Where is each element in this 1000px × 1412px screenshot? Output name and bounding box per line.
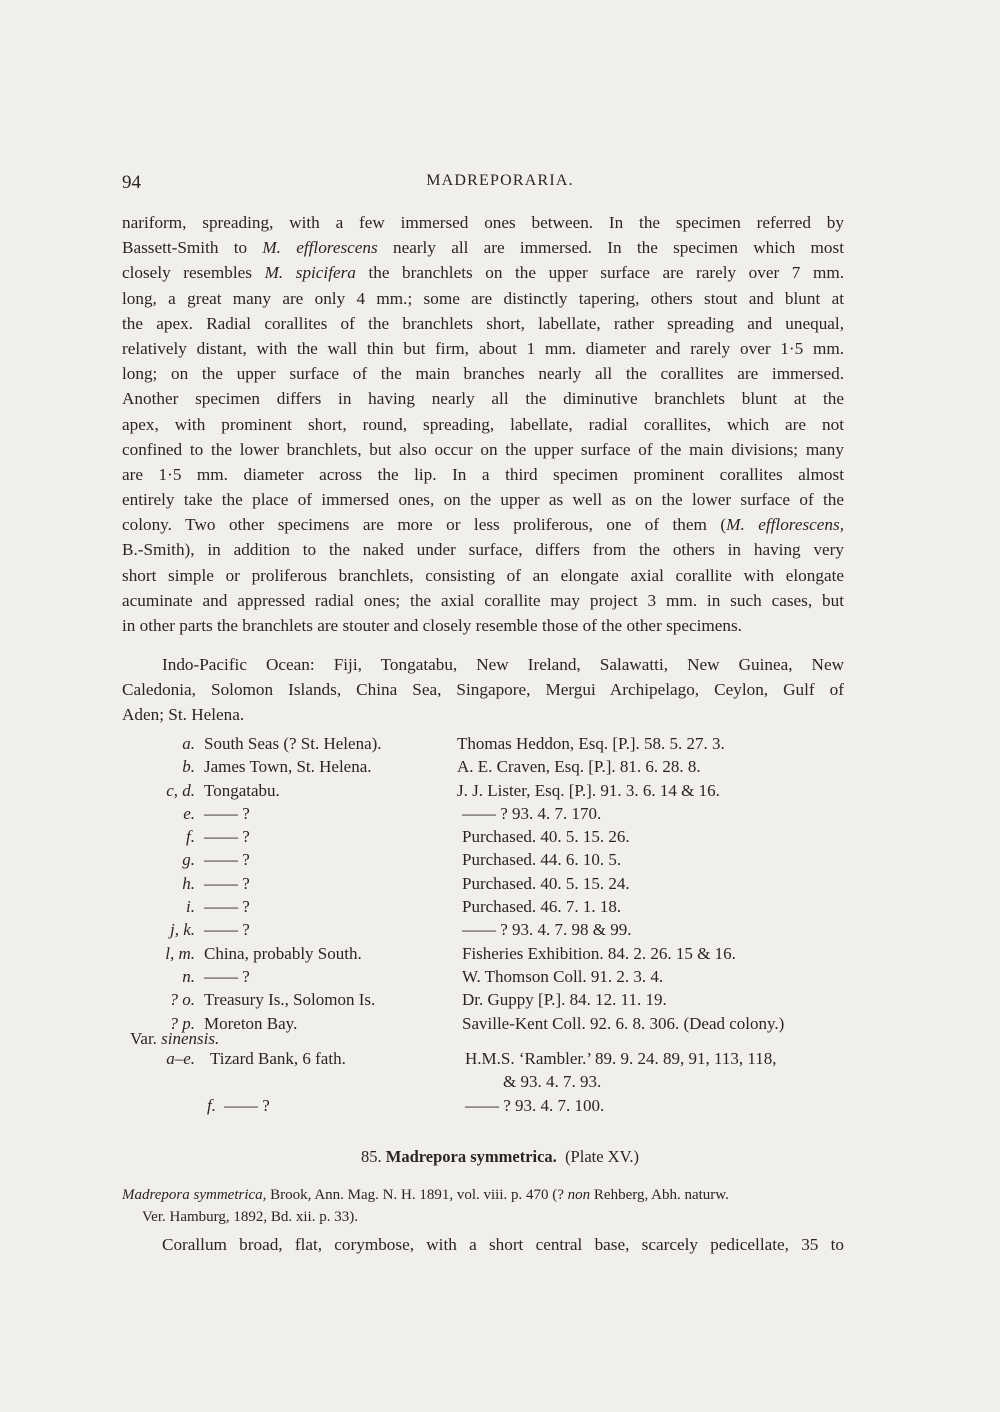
- specimen-row: [0, 781, 1000, 804]
- paragraph-line: relatively distant, with the wall thin but firm, about 1 mm. diameter and rarely over 1·5 mm.: [122, 338, 844, 358]
- specimen-source: Purchased. 46. 7. 1. 18.: [462, 897, 622, 917]
- paragraph-line: the apex. Radial corallites of the branchlets short, labellate, rather spreading and unequal,: [122, 313, 844, 333]
- species-description-start: Corallum broad, flat, corymbose, with a short central base, scarcely pedicellate, 35 to: [162, 1235, 844, 1254]
- variety-row: [0, 1096, 1000, 1119]
- specimen-row: [0, 967, 1000, 990]
- paragraph-line: long; on the upper surface of the main branches nearly all the corallites are immersed.: [122, 364, 844, 384]
- variety-row: [0, 1049, 1000, 1072]
- paragraph-line: short simple or proliferous branchlets, consisting of an elongate axial corallite with elongate: [122, 565, 844, 585]
- specimen-letter: f.: [186, 827, 195, 847]
- paragraph-line: Another specimen differs in having nearly all the diminutive branchlets blunt at the: [122, 389, 844, 409]
- specimen-locality: Tongatabu.: [204, 780, 280, 800]
- specimen-letter: j, k.: [169, 920, 195, 940]
- paragraph-line: entirely take the place of immersed ones, on the upper as well as on the lower surface of the: [122, 490, 844, 510]
- specimen-locality: Treasury Is., Solomon Is.: [204, 990, 376, 1010]
- locality-line: Aden; St. Helena.: [122, 705, 245, 725]
- specimen-source: —— ? 93. 4. 7. 98 & 99.: [462, 920, 632, 940]
- specimen-letter: b.: [182, 757, 195, 777]
- specimen-locality: Tizard Bank, 6 fath.: [210, 1049, 346, 1068]
- locality-line: Caledonia, Solomon Islands, China Sea, Singapore, Mergui Archipelago, Ceylon, Gulf of: [122, 680, 844, 700]
- specimen-locality: —— ?: [204, 803, 250, 823]
- description-paragraph: [122, 210, 844, 638]
- specimen-source: Fisheries Exhibition. 84. 2. 26. 15 & 16.: [462, 943, 736, 963]
- species-heading: [0, 1147, 1000, 1167]
- specimen-source: Purchased. 44. 6. 10. 5.: [462, 850, 622, 870]
- specimen-row: [0, 944, 1000, 967]
- paragraph-line: are 1·5 mm. diameter across the lip. In a third specimen prominent corallites almost: [122, 464, 844, 484]
- specimen-source: A. E. Craven, Esq. [P.]. 81. 6. 28. 8.: [457, 757, 701, 777]
- specimen-row: [0, 757, 1000, 780]
- specimen-source: H.M.S. ‘Rambler.’ 89. 9. 24. 89, 91, 113, 118,: [465, 1049, 777, 1068]
- specimen-locality: —— ?: [204, 850, 250, 870]
- specimen-row: [0, 874, 1000, 897]
- paragraph-line: closely resembles M. spicifera the branchlets on the upper surface are rarely over 7 mm.: [122, 263, 844, 283]
- specimen-letter: n.: [182, 966, 195, 986]
- specimen-row: [0, 990, 1000, 1013]
- specimen-letter: a–e.: [166, 1049, 195, 1068]
- paragraph-line: in other parts the branchlets are stouter and closely resemble those of the other specimens.: [122, 616, 742, 635]
- specimen-row: [0, 827, 1000, 850]
- specimen-letter: i.: [186, 897, 195, 917]
- specimen-locality: —— ?: [204, 827, 250, 847]
- paragraph-line: confined to the lower branchlets, but also occur on the upper surface of the main divisions; many: [122, 439, 844, 459]
- variety-row-continuation: [0, 1072, 1000, 1095]
- specimen-row: [0, 920, 1000, 943]
- specimen-letter: e.: [183, 803, 195, 823]
- specimen-letter: h.: [182, 873, 195, 893]
- species-name: Madrepora symmetrica.: [385, 1147, 557, 1166]
- specimen-locality: —— ?: [224, 1096, 270, 1115]
- specimen-row: [0, 804, 1000, 827]
- specimen-row: [0, 897, 1000, 920]
- specimen-locality: Moreton Bay.: [204, 1013, 298, 1033]
- synonym-name: Madrepora symmetrica,: [122, 1187, 267, 1203]
- specimen-letter: a.: [182, 734, 195, 753]
- specimen-source: —— ? 93. 4. 7. 170.: [462, 803, 602, 823]
- locality-paragraph: [122, 652, 844, 728]
- paragraph-line: colony. Two other specimens are more or less proliferous, one of them (M. efflorescens,: [122, 515, 844, 535]
- variety-list: [0, 1049, 1000, 1096]
- paragraph-line: long, a great many are only 4 mm.; some are distinctly tapering, others stout and blunt at: [122, 288, 844, 308]
- specimen-source: Purchased. 40. 5. 15. 24.: [462, 873, 630, 893]
- running-title: MADREPORARIA.: [426, 172, 574, 189]
- specimen-locality: —— ?: [204, 897, 250, 917]
- specimen-locality: —— ?: [204, 920, 250, 940]
- specimen-source: Thomas Heddon, Esq. [P.]. 58. 5. 27. 3.: [457, 734, 725, 753]
- paragraph-line: acuminate and appressed radial ones; the axial corallite may project 3 mm. in such cases, but: [122, 590, 844, 610]
- specimen-letter: g.: [182, 850, 195, 870]
- paragraph-line: apex, with prominent short, round, spreading, labellate, radial corallites, which are not: [122, 414, 844, 434]
- specimen-source: J. J. Lister, Esq. [P.]. 91. 3. 6. 14 & 16.: [457, 780, 720, 800]
- specimen-locality: —— ?: [204, 873, 250, 893]
- specimen-letter: ? p.: [169, 1013, 195, 1033]
- specimen-letter: l, m.: [165, 943, 195, 963]
- species-number: 85.: [361, 1147, 382, 1166]
- specimen-locality: —— ?: [204, 966, 250, 986]
- specimen-row: [0, 734, 1000, 757]
- specimen-source: Saville-Kent Coll. 92. 6. 8. 306. (Dead colony.): [462, 1013, 785, 1033]
- specimen-source: W. Thomson Coll. 91. 2. 3. 4.: [462, 966, 664, 986]
- specimen-source: —— ? 93. 4. 7. 100.: [465, 1096, 605, 1115]
- specimen-locality: James Town, St. Helena.: [204, 757, 372, 777]
- synonymy-reference: Madrepora symmetrica, Brook, Ann. Mag. N. H. 1891, vol. viii. p. 470 (? non Rehberg, Abh. naturw. Ver. Hamburg, 1892, Bd. xii. p. 33).: [122, 1187, 729, 1225]
- specimen-letter: ? o.: [169, 990, 195, 1010]
- paragraph-line: B.-Smith), in addition to the naked under surface, differs from the others in having very: [122, 540, 844, 560]
- specimen-locality: South Seas (? St. Helena).: [204, 734, 382, 753]
- plate-reference: (Plate XV.): [565, 1147, 639, 1166]
- variety-list-2: [0, 1096, 1000, 1119]
- page-number: 94: [122, 172, 141, 193]
- specimen-row: [0, 850, 1000, 873]
- locality-line: Indo-Pacific Ocean: Fiji, Tongatabu, New Ireland, Salawatti, New Guinea, New: [162, 655, 844, 674]
- specimen-source: Dr. Guppy [P.]. 84. 12. 11. 19.: [462, 990, 667, 1010]
- specimen-list: [0, 734, 1000, 1037]
- specimen-letter: c, d.: [166, 780, 195, 800]
- paragraph-line: Bassett-Smith to M. efflorescens nearly all are immersed. In the specimen which most: [122, 238, 844, 258]
- specimen-letter: f.: [207, 1096, 216, 1115]
- specimen-source-cont: & 93. 4. 7. 93.: [503, 1072, 602, 1092]
- paragraph-line: nariform, spreading, with a few immersed ones between. In the specimen referred by: [122, 213, 844, 232]
- variety-label: Var. sinensis.: [130, 1029, 220, 1048]
- specimen-locality: China, probably South.: [204, 943, 362, 963]
- specimen-source: Purchased. 40. 5. 15. 26.: [462, 827, 630, 847]
